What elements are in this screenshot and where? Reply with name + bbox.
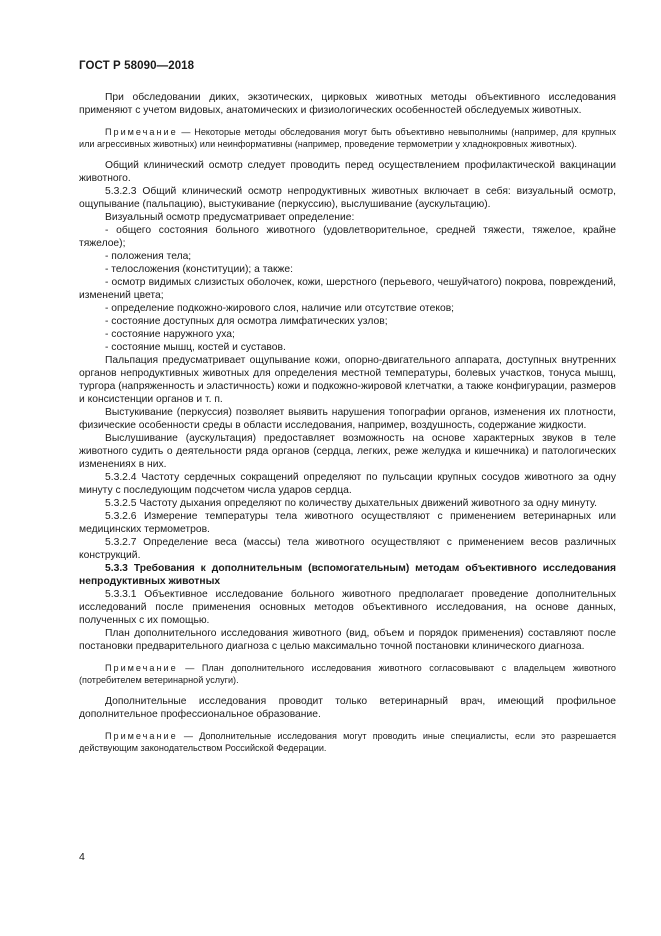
clause-5-3-2-3: 5.3.2.3 Общий клинический осмотр непродуктивных животных включает в себя: визуальный осмотр, ощупывание (пальпацию), выстукивание (перкуссию), выслушивание (аускультацию). xyxy=(79,186,616,210)
paragraph: Пальпация предусматривает ощупывание кожи, опорно-двигательного аппарата, доступных внутренних органов непродуктивных животных для определения местной температуры, болевых участков, тонуса мышц, тургора (напряженность и эластичность) кожи и подкожно-жировой клетчатки, а также конфигурации, размеров и консистенции органов и т. п. xyxy=(79,355,616,405)
list-item: - состояние наружного уха; xyxy=(105,329,235,340)
paragraph: Дополнительные исследования проводит только ветеринарный врач, имеющий профильное дополнительное профессиональное образование. xyxy=(79,696,616,720)
list-item: - осмотр видимых слизистых оболочек, кожи, шерстного (перьевого, чешуйчатого) покрова, повреждений, изменений цвета; xyxy=(79,277,616,301)
note-paragraph xyxy=(79,126,616,150)
section-heading-5-3-3: 5.3.3 Требования к дополнительным (вспомогательным) методам объективного исследования непродуктивных животных xyxy=(79,563,616,587)
paragraph: План дополнительного исследования животного (вид, объем и порядок применения) составляют после постановки предварительного диагноза с целью максимально точной постановки клинического диагноза. xyxy=(79,628,616,652)
clause-5-3-3-1: 5.3.3.1 Объективное исследование больного животного предполагает проведение дополнительных исследований после применения основных методов объективного исследования, на основе данных, полученных с их помощью. xyxy=(79,589,616,626)
paragraph: При обследовании диких, экзотических, цирковых животных методы объективного исследования применяют с учетом видовых, анатомических и физиологических особенностей обследуемых животных. xyxy=(79,92,616,116)
paragraph: Визуальный осмотр предусматривает определение: xyxy=(105,212,355,223)
list-item: - положения тела; xyxy=(105,251,192,262)
paragraph: Выслушивание (аускультация) предоставляет возможность на основе характерных звуков в теле животного судить о деятельности ряда органов (сердца, легких, реже желудка и кишечника) и патологических изменениях в них. xyxy=(79,433,616,470)
note-label: Примечание xyxy=(105,127,178,137)
list-item: - телосложения (конституции); а также: xyxy=(105,264,294,275)
page-number: 4 xyxy=(79,851,85,863)
document-body xyxy=(79,91,616,763)
list-item: - состояние доступных для осмотра лимфатических узлов; xyxy=(105,316,388,327)
note-text: — План дополнительного исследования животного согласовывают с владельцем животного (потребителем ветеринарной услуги). xyxy=(79,663,616,685)
note-text: — Дополнительные исследования могут проводить иные специалисты, если это разрешается действующим законодательством Российской Федерации. xyxy=(79,731,616,753)
paragraph: Общий клинический осмотр следует проводить перед осуществлением профилактической вакцинации животного. xyxy=(79,160,616,184)
clause-5-3-2-5: 5.3.2.5 Частоту дыхания определяют по количеству дыхательных движений животного за одну минуту. xyxy=(105,498,597,509)
note-text: — Некоторые методы обследования могут быть объективно невыполнимы (например, для крупных или агрессивных животных) или неинформативны (например, проведение термометрии у хладнокровных животных). xyxy=(79,127,616,149)
paragraph: Выстукивание (перкуссия) позволяет выявить нарушения топографии органов, изменения их плотности, физические особенности среды в области исследования, например, воздушность, содержание жидкости. xyxy=(79,407,616,431)
clause-5-3-2-4: 5.3.2.4 Частоту сердечных сокращений определяют по пульсации крупных сосудов животного за одну минуту с последующим подсчетом числа ударов сердца. xyxy=(79,472,616,496)
document-header: ГОСТ Р 58090—2018 xyxy=(79,60,195,72)
list-item: - состояние мышц, костей и суставов. xyxy=(105,342,286,353)
note-label: Примечание xyxy=(105,731,178,741)
list-item: - общего состояния больного животного (удовлетворительное, средней тяжести, тяжелое, крайне тяжелое); xyxy=(79,225,616,249)
note-paragraph xyxy=(79,662,616,686)
note-label: Примечание xyxy=(105,663,178,673)
clause-5-3-2-7: 5.3.2.7 Определение веса (массы) тела животного осуществляют с применением весов различных конструкций. xyxy=(79,537,616,561)
note-paragraph xyxy=(79,730,616,754)
list-item: - определение подкожно-жирового слоя, наличие или отсутствие отеков; xyxy=(105,303,455,314)
clause-5-3-2-6: 5.3.2.6 Измерение температуры тела животного осуществляют с применением ветеринарных или медицинских термометров. xyxy=(79,511,616,535)
